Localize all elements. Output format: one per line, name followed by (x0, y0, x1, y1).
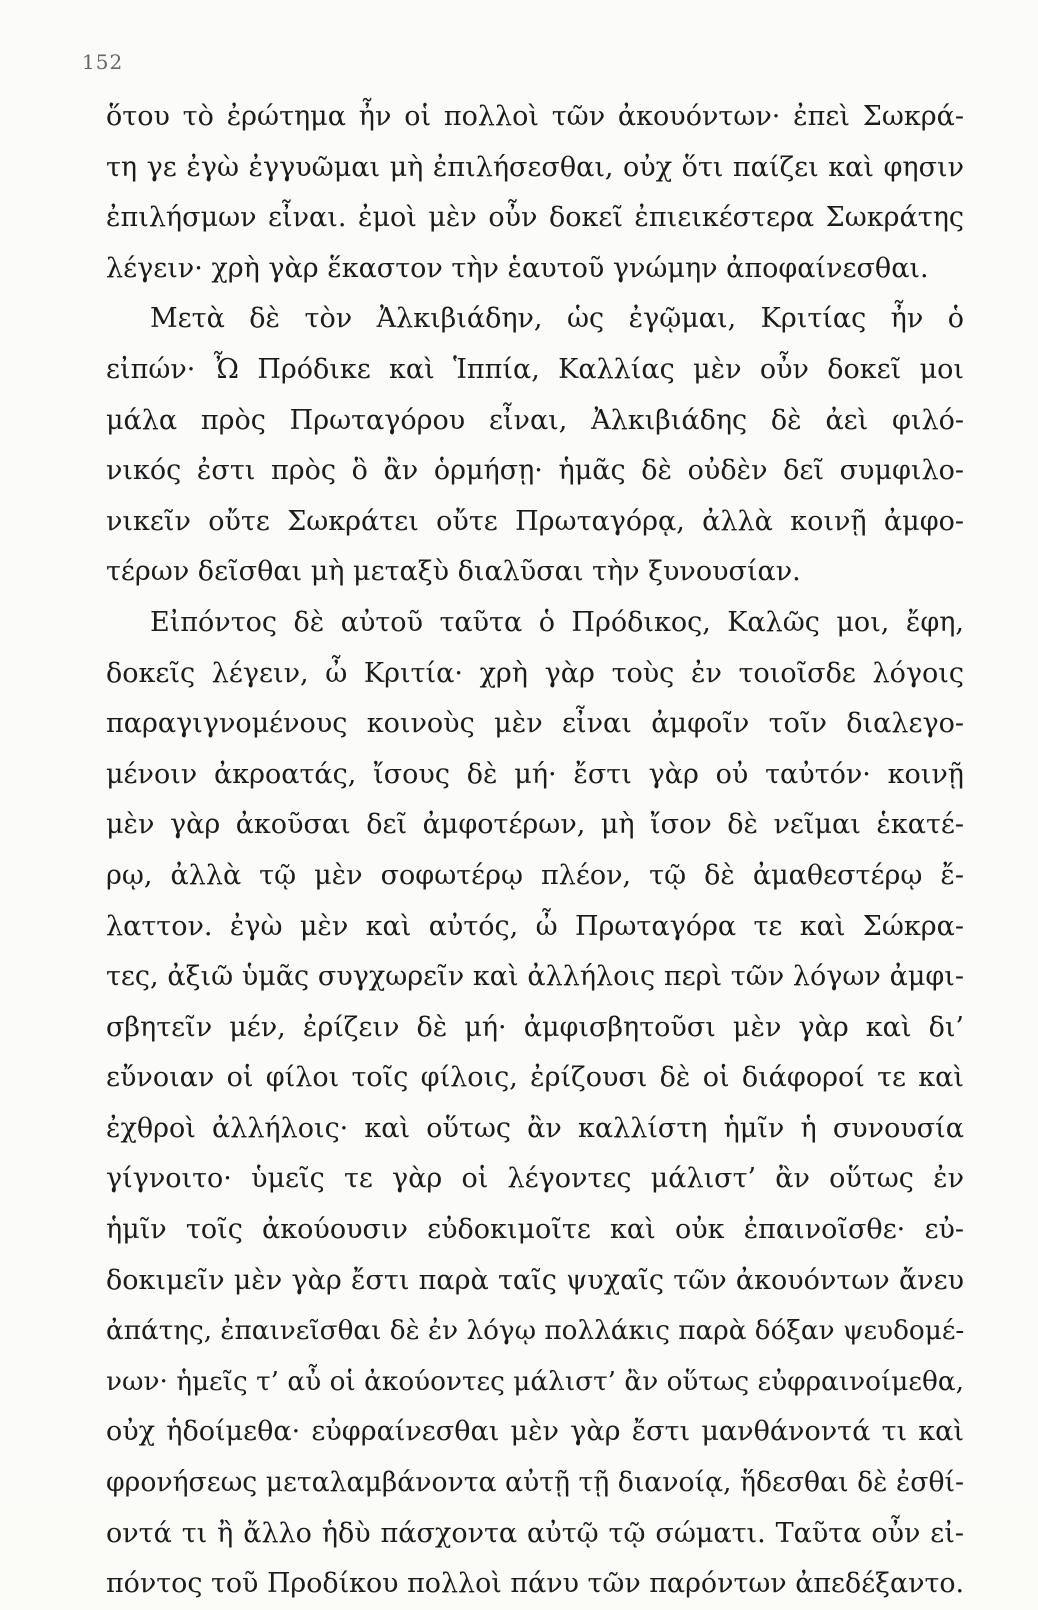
text-line: μένοιν ἀκροατάς, ἴσους δὲ μή· ἔστι γὰρ οὐ ταὐτόν· κοινῇ (106, 758, 964, 790)
text-line: τέρων δεῖσθαι μὴ μεταξὺ διαλῦσαι τὴν ξυνουσίαν. (106, 556, 801, 588)
text-line: ἐπιλήσμων εἶναι. ἐμοὶ μὲν οὖν δοκεῖ ἐπιεικέστερα Σωκράτης (106, 202, 964, 234)
text-line: δοκεῖς λέγειν, ὦ Κριτία· χρὴ γὰρ τοὺς ἐν τοιοῖσδε λόγοις (106, 657, 964, 689)
text-line: οὐχ ἡδοίμεθα· εὐφραίνεσθαι μὲν γὰρ ἔστι μανθάνοντά τι καὶ (106, 1416, 964, 1448)
text-line: ὅτου τὸ ἐρώτημα ἦν οἱ πολλοὶ τῶν ἀκουόντων· ἐπεὶ Σωκρά- (106, 101, 964, 132)
text-line: ἡμῖν τοῖς ἀκούουσιν εὐδοκιμοῖτε καὶ οὐκ ἐπαινοῖσθε· εὐ- (106, 1214, 964, 1246)
text-line: τη γε ἐγὼ ἐγγυῶμαι μὴ ἐπιλήσεσθαι, οὐχ ὅτι παίζει καὶ φησιν (106, 151, 964, 183)
text-line: μάλα πρὸς Πρωταγόρου εἶναι, Ἀλκιβιάδης δὲ ἀεὶ φιλό- (106, 404, 964, 436)
text-line: πόντος τοῦ Προδίκου πολλοὶ πάνυ τῶν παρόντων ἀπεδέξαντο. (106, 1568, 965, 1600)
text-line: λέγειν· χρὴ γὰρ ἕκαστον τὴν ἑαυτοῦ γνώμην ἀποφαίνεσθαι. (106, 252, 929, 284)
text-line: νικός ἐστι πρὸς ὃ ἂν ὁρμήσῃ· ἡμᾶς δὲ οὐδὲν δεῖ συμφιλο- (106, 455, 964, 487)
text-line: νικεῖν οὔτε Σωκράτει οὔτε Πρωταγόρᾳ, ἀλλὰ κοινῇ ἀμφο- (106, 505, 964, 537)
text-line: δοκιμεῖν μὲν γὰρ ἔστι παρὰ ταῖς ψυχαῖς τῶν ἀκουόντων ἄνευ (106, 1264, 964, 1296)
text-line: γίγνοιτο· ὑμεῖς τε γὰρ οἱ λέγοντες μάλιστ’ ἂν οὕτως ἐν (106, 1163, 964, 1195)
text-line: ἐχθροὶ ἀλλήλοις· καὶ οὕτως ἂν καλλίστη ἡμῖν ἡ συνουσία (106, 1112, 964, 1144)
text-line: σβητεῖν μέν, ἐρίζειν δὲ μή· ἀμφισβητοῦσι μὲν γὰρ καὶ δι’ (106, 1011, 964, 1043)
text-line: ρῳ, ἀλλὰ τῷ μὲν σοφωτέρῳ πλέον, τῷ δὲ ἀμαθεστέρῳ ἔ- (106, 859, 964, 891)
page-number: 152 (82, 50, 124, 74)
text-line: Μετὰ δὲ τὸν Ἀλκιβιάδην, ὡς ἐγῷμαι, Κριτίας ἦν ὁ (150, 303, 964, 335)
text-line: φρονήσεως μεταλαμβάνοντα αὐτῇ τῇ διανοίᾳ, ἥδεσθαι δὲ ἐσθί- (106, 1467, 964, 1499)
text-line: λαττον. ἐγὼ μὲν καὶ αὐτός, ὦ Πρωταγόρα τε καὶ Σώκρα- (106, 910, 964, 942)
text-line: τες, ἀξιῶ ὑμᾶς συγχωρεῖν καὶ ἀλλήλοις περὶ τῶν λόγων ἀμφι- (106, 961, 964, 993)
body-text (106, 92, 964, 1610)
text-line: Εἰπόντος δὲ αὐτοῦ ταῦτα ὁ Πρόδικος, Καλῶς μοι, ἔφη, (150, 606, 964, 638)
text-line: ἀπάτης, ἐπαινεῖσθαι δὲ ἐν λόγῳ πολλάκις παρὰ δόξαν ψευδομέ- (106, 1316, 965, 1347)
text-line: εὔνοιαν οἱ φίλοι τοῖς φίλοις, ἐρίζουσι δὲ οἱ διάφοροί τε καὶ (106, 1062, 964, 1094)
text-line: μὲν γὰρ ἀκοῦσαι δεῖ ἀμφοτέρων, μὴ ἴσον δὲ νεῖμαι ἑκατέ- (106, 809, 964, 841)
text-line: εἰπών· Ὦ Πρόδικε καὶ Ἱππία, Καλλίας μὲν οὖν δοκεῖ μοι (106, 353, 964, 385)
text-line: παραγιγνομένους κοινοὺς μὲν εἶναι ἀμφοῖν τοῖν διαλεγο- (106, 708, 964, 740)
text-line: οντά τι ἢ ἄλλο ἡδὺ πάσχοντα αὐτῷ τῷ σώματι. Ταῦτα οὖν εἰ- (106, 1517, 964, 1549)
text-line: νων· ἡμεῖς τ’ αὖ οἱ ἀκούοντες μάλιστ’ ἂν οὕτως εὐφραινοίμεθα, (106, 1366, 964, 1397)
